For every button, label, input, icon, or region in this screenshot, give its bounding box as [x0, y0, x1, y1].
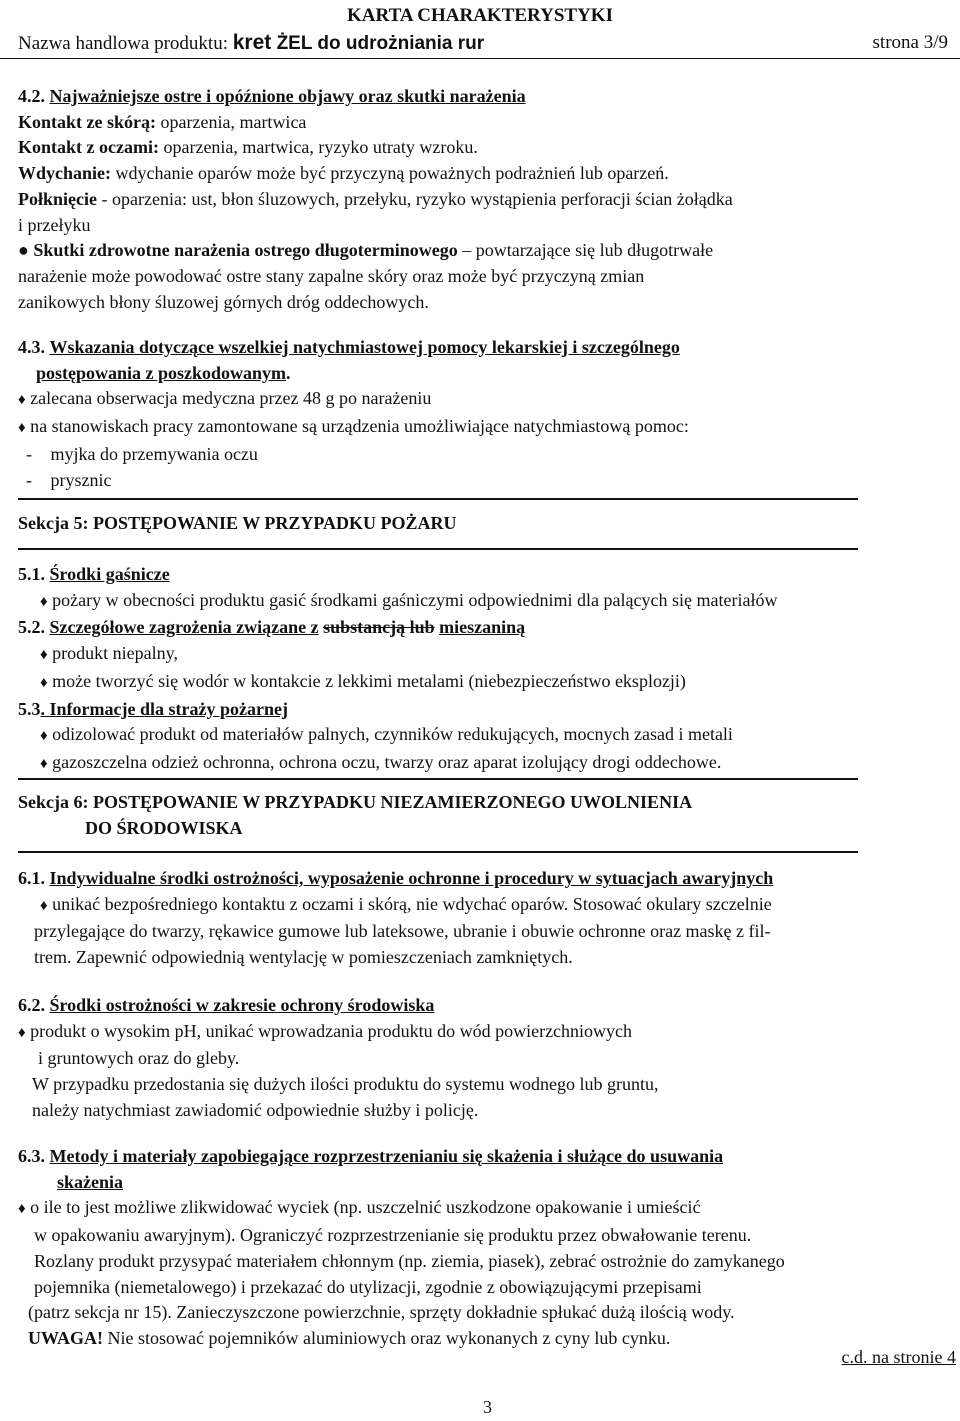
eye-contact-text: oparzenia, martwica, ryzyko utraty wzroku. — [163, 137, 478, 158]
diamond-bullet-icon: ♦ — [18, 392, 26, 409]
section-divider — [18, 498, 858, 500]
section-5-2-heading — [18, 615, 953, 641]
section-4-3-heading-cont — [18, 361, 953, 387]
list-item-text: produkt niepalny, — [52, 643, 178, 664]
section-5-2-number: 5.2. — [18, 617, 45, 638]
product-brand: kret — [232, 31, 272, 54]
section-6-3-title-cont: skażenia — [57, 1171, 124, 1192]
long-term-effects-line — [18, 238, 953, 264]
section-6-2-title: Środki ostrożności w zakresie ochrony środowiska — [49, 995, 435, 1015]
paragraph-line: Rozlany produkt przysypać materiałem chłonnym (np. ziemia, piasek), zebrać ostrożnie do zamykanego — [34, 1250, 785, 1271]
paragraph-line: W przypadku przedostania się dużych ilości produktu do systemu wodnego lub gruntu, — [32, 1074, 659, 1095]
section-divider — [18, 778, 858, 780]
list-item — [18, 750, 953, 778]
ingestion-text: - oparzenia: ust, błon śluzowych, przełyku, ryzyko wystąpienia perforacji ścian żołądka — [101, 188, 733, 209]
list-item — [18, 892, 953, 920]
trade-name-label: Nazwa handlowa produktu: — [18, 33, 228, 54]
section-4-3-title-end: . — [286, 362, 291, 383]
page-number: 3 — [483, 1397, 492, 1417]
section-6-1-number: 6.1. — [18, 868, 45, 888]
section-6-2-number: 6.2. — [18, 995, 45, 1015]
section-4-3-number: 4.3. — [18, 337, 45, 357]
section-divider — [18, 851, 858, 853]
section-5-2-title-struck: substancją lub — [323, 617, 435, 638]
paragraph-line: trem. Zapewnić odpowiednią wentylację w pomieszczeniach zamkniętych. — [34, 947, 573, 968]
section-6-3-number: 6.3. — [18, 1146, 45, 1166]
list-item — [18, 722, 953, 750]
section-6-3-heading — [18, 1144, 953, 1170]
warning-text: Nie stosować pojemników aluminiowych oraz wykonanych z cyny lub cynku. — [107, 1327, 671, 1348]
list-item-text: produkt o wysokim pH, unikać wprowadzania produktu do wód powierzchniowych — [30, 1020, 633, 1041]
list-item — [18, 414, 953, 442]
eye-contact-line — [18, 135, 953, 161]
section-4-3-title-cont: postępowania z poszkodowanym — [36, 362, 287, 383]
section-5-body — [18, 562, 953, 778]
list-item — [18, 588, 953, 616]
warning-label: UWAGA! — [28, 1327, 103, 1348]
section-divider — [18, 548, 858, 550]
skin-contact-line — [18, 110, 953, 136]
section-5-1-title: Środki gaśnicze — [49, 564, 170, 584]
dash-bullet: - — [26, 443, 32, 464]
header-divider — [0, 58, 960, 59]
diamond-bullet-icon: ♦ — [18, 420, 26, 437]
list-item — [18, 669, 953, 697]
list-item — [18, 442, 953, 468]
section-4-3-heading — [18, 335, 953, 361]
paragraph-line: i gruntowych oraz do gleby. — [38, 1048, 240, 1069]
section-4-2-title: Najważniejsze ostre i opóźnione objawy oraz skutki narażenia — [49, 86, 526, 106]
bullet-dot-icon: ● — [18, 240, 29, 261]
long-term-effects-label: Skutki zdrowotne narażenia ostrego długoterminowego — [33, 240, 458, 261]
section-6-1 — [18, 866, 953, 971]
section-5-3-number: 5.3 — [18, 698, 41, 719]
long-term-effects-text-2: narażenie może powodować ostre stany zapalne skóry oraz może być przyczyną zmian — [18, 265, 645, 286]
paragraph-line: (patrz sekcja nr 15). Zanieczyszczone powierzchnie, sprzęty dokładnie spłukać dużą ilością wody. — [28, 1302, 735, 1323]
list-item-text: unikać bezpośredniego kontaktu z oczami i skórą, nie wdychać oparów. Stosować okulary szczelnie — [52, 893, 772, 914]
list-item-text: gazoszczelna odzież ochronna, ochrona oczu, twarzy oraz aparat izolujący drogi oddechowe. — [52, 751, 722, 772]
diamond-bullet-icon: ♦ — [40, 647, 48, 664]
section-5-3-title: . Informacje dla straży pożarnej — [40, 698, 288, 719]
ingestion-text-cont: i przełyku — [18, 214, 91, 235]
section-5-3-heading — [18, 697, 953, 723]
section-4-2-heading — [18, 84, 953, 110]
section-6-3-heading-cont — [18, 1170, 953, 1196]
section-5-1-heading — [18, 562, 953, 588]
list-item — [18, 1195, 953, 1223]
inhalation-text: wdychanie oparów może być przyczyną poważnych podrażnień lub oparzeń. — [115, 163, 669, 184]
list-item — [18, 386, 953, 414]
section-6-heading-line-1: Sekcja 6: POSTĘPOWANIE W PRZYPADKU NIEZAMIERZONEGO UWOLNIENIA — [18, 792, 693, 812]
list-item-text: pożary w obecności produktu gasić środkami gaśniczymi odpowiednimi dla palących się materiałów — [52, 589, 778, 610]
eye-contact-label: Kontakt z oczami: — [18, 137, 159, 158]
warning-line — [18, 1326, 953, 1352]
section-5-1-number: 5.1. — [18, 564, 45, 584]
section-5-2-title: Szczegółowe zagrożenia związane z — [49, 617, 319, 638]
skin-contact-text: oparzenia, martwica — [160, 111, 307, 132]
section-6-heading — [18, 790, 953, 841]
section-6-1-title: Indywidualne środki ostrożności, wyposażenie ochronne i procedury w sytuacjach awaryjnych — [49, 868, 774, 888]
section-5-heading: Sekcja 5: POSTĘPOWANIE W PRZYPADKU POŻARU — [18, 513, 457, 533]
header-row — [18, 30, 954, 56]
diamond-bullet-icon: ♦ — [40, 728, 48, 745]
page-indicator: strona 3/9 — [872, 32, 948, 53]
list-item — [18, 468, 953, 494]
diamond-bullet-icon: ♦ — [40, 674, 48, 691]
paragraph-line: należy natychmiast zawiadomić odpowiednie służby i policję. — [32, 1099, 479, 1120]
section-4-2-number: 4.2. — [18, 86, 45, 106]
diamond-bullet-icon: ♦ — [40, 755, 48, 772]
paragraph-line: przylegające do twarzy, rękawice gumowe lub lateksowe, ubranie i obuwie ochronne oraz maskę z fil- — [34, 921, 771, 942]
list-item-text: może tworzyć się wodór w kontakcie z lekkimi metalami (niebezpieczeństwo eksplozji) — [52, 670, 686, 691]
section-4-2 — [18, 84, 953, 315]
list-item-text: odizolować produkt od materiałów palnych, czynników redukujących, mocnych zasad i metali — [52, 724, 733, 745]
dash-bullet: - — [26, 469, 32, 490]
list-item-text: zalecana obserwacja medyczna przez 48 g po narażeniu — [30, 388, 432, 409]
section-6-2-heading — [18, 993, 953, 1019]
list-item-text: myjka do przemywania oczu — [50, 443, 258, 464]
diamond-bullet-icon: ♦ — [18, 1201, 26, 1218]
diamond-bullet-icon: ♦ — [40, 593, 48, 610]
section-6-heading-line-2: DO ŚRODOWISKA — [85, 817, 243, 838]
long-term-effects-text-3: zanikowych błony śluzowej górnych dróg oddechowych. — [18, 291, 429, 312]
ingestion-label: Połknięcie — [18, 188, 97, 209]
inhalation-line — [18, 161, 953, 187]
product-descriptor: ŻEL do udrożniania rur — [276, 33, 485, 54]
diamond-bullet-icon: ♦ — [18, 1024, 26, 1041]
document-title: KARTA CHARAKTERYSTYKI — [347, 5, 613, 26]
paragraph-line: pojemnika (niemetalowego) i przekazać do utylizacji, zgodnie z obowiązującymi przepisami — [34, 1276, 702, 1297]
section-4-3 — [18, 335, 953, 493]
diamond-bullet-icon: ♦ — [40, 897, 48, 914]
section-6-3-title: Metody i materiały zapobiegające rozprzestrzenianiu się skażenia i służące do usuwania — [49, 1146, 724, 1166]
section-6-2 — [18, 993, 953, 1124]
product-name — [233, 33, 484, 54]
long-term-effects-text: – powtarzające się lub długotrwałe — [462, 240, 714, 261]
list-item-text: na stanowiskach pracy zamontowane są urządzenia umożliwiające natychmiastową pomoc: — [30, 416, 689, 437]
list-item-text: prysznic — [50, 469, 112, 490]
inhalation-label: Wdychanie: — [18, 163, 112, 184]
skin-contact-label: Kontakt ze skórą: — [18, 111, 156, 132]
list-item-text: o ile to jest możliwe zlikwidować wyciek (np. uszczelnić uszkodzone opakowanie i umieścić — [30, 1197, 701, 1218]
list-item — [18, 641, 953, 669]
section-6-1-heading — [18, 866, 953, 892]
continued-note: c.d. na stronie 4 — [841, 1347, 956, 1367]
paragraph-line: w opakowaniu awaryjnym). Ograniczyć rozprzestrzenianie się produktu przez obwałowanie terenu. — [34, 1225, 752, 1246]
section-5-2-title-end: mieszaniną — [439, 617, 526, 638]
list-item — [18, 1019, 953, 1047]
ingestion-line — [18, 187, 953, 213]
section-6-3 — [18, 1144, 953, 1352]
section-4-3-title: Wskazania dotyczące wszelkiej natychmiastowej pomocy lekarskiej i szczególnego — [49, 337, 680, 357]
